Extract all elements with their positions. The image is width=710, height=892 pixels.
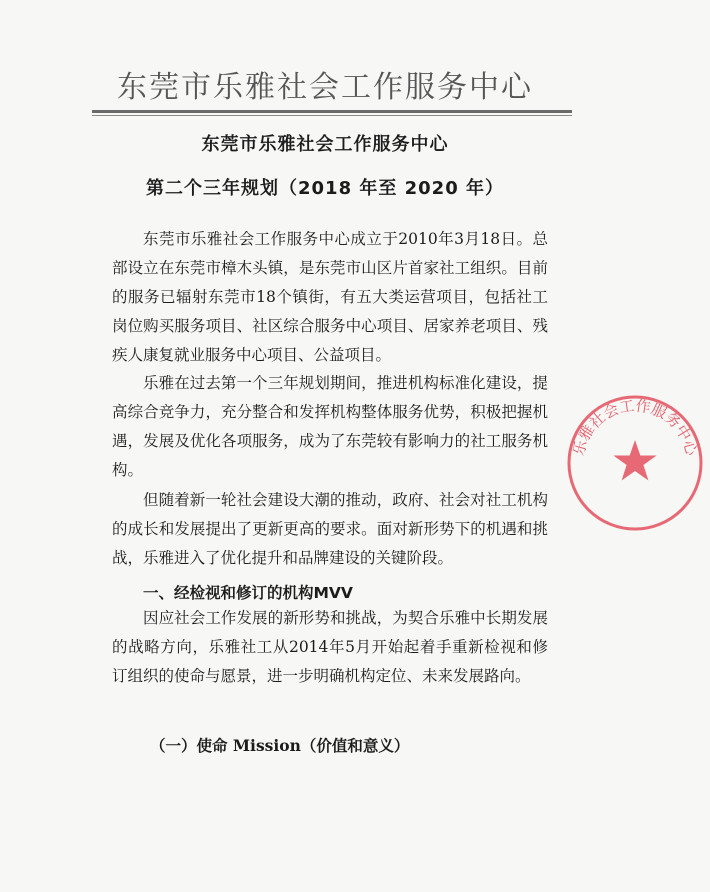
- paragraph-text: 乐雅在过去第一个三年规划期间，推进机构标准化建设，提高综合竞争力，充分整合和发挥机构整体服务优势，积极把握机遇，发展及优化各项服务，成为了东莞较有影响力的社工服务机构。: [112, 374, 548, 479]
- paragraph-text: 但随着新一轮社会建设大潮的推动，政府、社会对社工机构的成长和发展提出了更新更高的要求。面对新形势下的机遇和挑战，乐雅进入了优化提升和品牌建设的关键阶段。: [112, 491, 548, 567]
- section-heading: 一、经检视和修订的机构MVV: [143, 584, 353, 602]
- document-title: 东莞市乐雅社会工作服务中心: [201, 134, 449, 155]
- document-subtitle: 第二个三年规划（2018 年至 2020 年）: [146, 178, 504, 199]
- letterhead: 东莞市乐雅社会工作服务中心: [117, 70, 533, 105]
- letterhead-rule: [92, 110, 572, 113]
- paragraph-mvv: [112, 604, 548, 691]
- seal-text: 乐雅社会工作服务中心: [569, 396, 701, 458]
- paragraph-text: 因应社会工作发展的新形势和挑战，为契合乐雅中长期发展的战略方向，乐雅社工从2014年5月开始起着手重新检视和修订组织的使命与愿景，进一步明确机构定位、未来发展路向。: [112, 609, 548, 685]
- seal-star-icon: [613, 440, 656, 481]
- paragraph-new-challenges: [112, 486, 548, 573]
- paragraph-intro: [112, 225, 548, 370]
- paragraph-text: 东莞市乐雅社会工作服务中心成立于2010年3月18日。总部设立在东莞市樟木头镇，是东莞市山区片首家社工组织。目前的服务已辐射东莞市18个镇街，有五大类运营项目，包括社工岗位购买服务项目、社区综合服务中心项目、居家养老项目、残疾人康复就业服务中心项目、公益项目。: [112, 230, 548, 364]
- subsection-heading: （一）使命 Mission（价值和意义）: [150, 736, 410, 755]
- letterhead-rule-thin: [92, 115, 572, 116]
- official-seal-stamp: [560, 388, 710, 538]
- paragraph-first-plan: [112, 369, 548, 485]
